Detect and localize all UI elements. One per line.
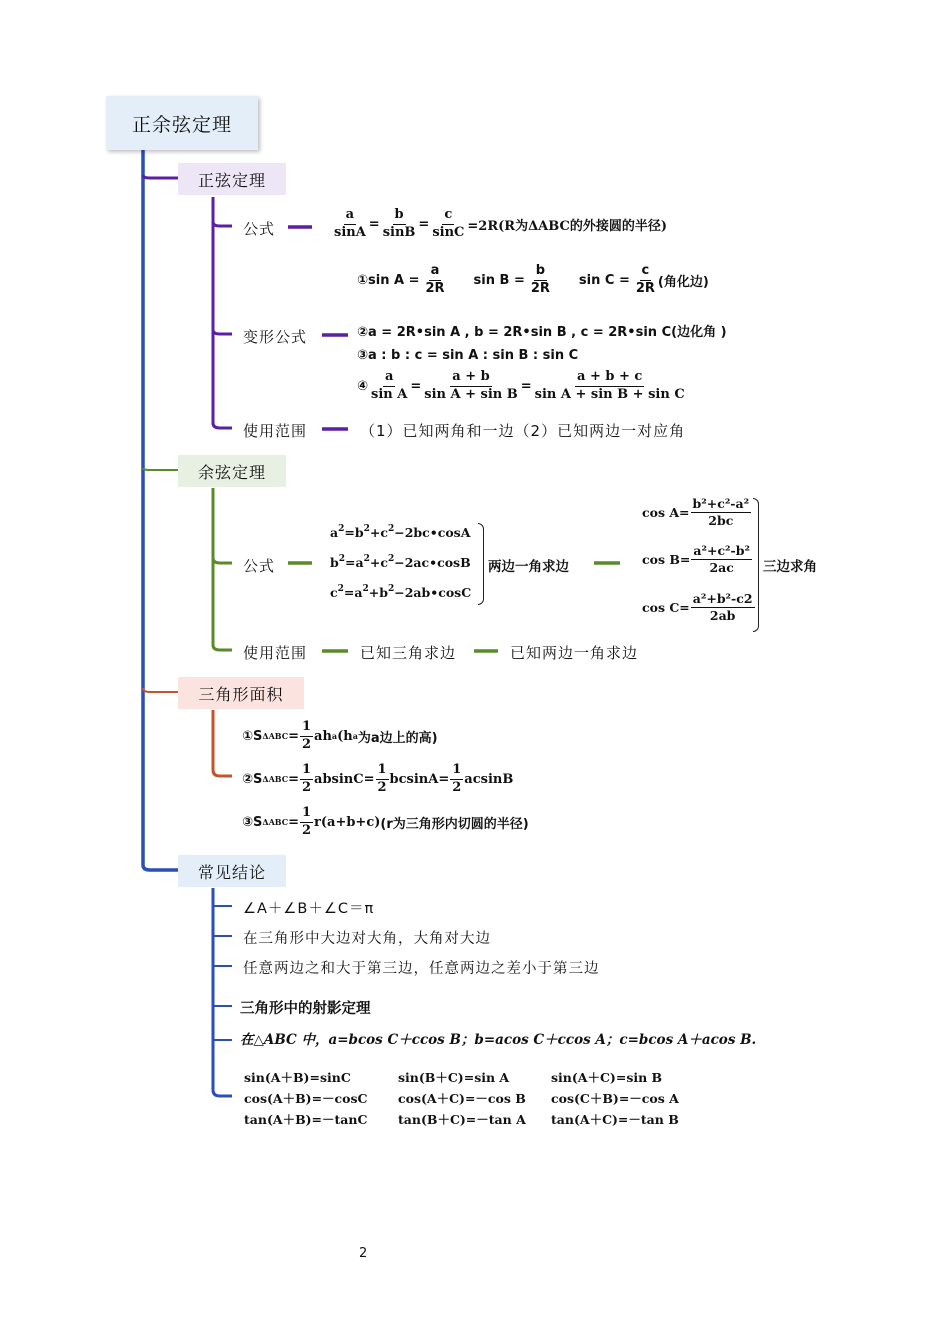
triangle-area-header: 三角形面积 [178, 677, 304, 709]
sine-formula: $\frac{a}{\sin A}$ = $\frac{b}{\sin B}$ = $\frac{c}{\sin C}$ =2R(R为ΔABC的外接圆的半径) [334, 207, 667, 240]
projection-theorem: 在△ABC 中，a=bcos C＋ccos B；b=acos C＋ccos A；c=bcos A＋acos B. [240, 1032, 757, 1048]
identity-0-0: sin(A＋B)=sinC [244, 1070, 351, 1085]
sine-theorem-header: 正弦定理 [178, 163, 286, 195]
cosine-left-note: 两边一角求边 [488, 559, 569, 575]
sine-transform-4: ④ $\frac{a}{\text{sin A}}$ = $\frac{a + b}{\text{sin A + sin B}}$ = $\frac{a + b + c}{\text{sin A + sin B + sin C}}$ [357, 369, 685, 402]
identity-2-2: tan(A＋C)=－tan B [551, 1112, 679, 1127]
cosine-scope-2: 已知两边一角求边 [510, 644, 639, 662]
sine-scope-label: 使用范围 [243, 422, 308, 440]
cosine-right-note: 三边求角 [763, 559, 817, 575]
root-title: 正余弦定理 [106, 96, 258, 150]
area-formula-1: ①S ΔABC = $\frac{1}{2}$ ah a (h a 为a边上的高) [242, 719, 438, 752]
cosine-law-c: $c^2=a^2+b^2-2ab•\cos C$ [330, 584, 472, 600]
cosine-angle-c: cos C= $\frac{\text{a²+b²-c2}}{2ab}$ [642, 591, 753, 624]
cosine-law-b: $b^2=a^2+c^2-2ac•\cos B$ [330, 554, 471, 570]
conclusion-angle-sum: ∠A＋∠B＋∠C＝π [243, 901, 375, 917]
identity-0-1: sin(B＋C)=sin A [398, 1070, 510, 1085]
sine-formula-label: 公式 [243, 220, 276, 238]
page-number: 2 [359, 1246, 368, 1261]
sine-transform-3: ③a : b : c = sin A : sin B : sin C [357, 348, 579, 363]
cosine-left-brace [478, 523, 484, 605]
identity-1-0: cos(A＋B)=－cosC [244, 1091, 368, 1106]
identity-0-2: sin(A＋C)=sin B [551, 1070, 663, 1085]
cosine-right-brace [753, 498, 759, 632]
cosine-scope-label: 使用范围 [243, 644, 308, 662]
cosine-law-a: $a^2=b^2+c^2-2bc•\cos A$ [330, 524, 471, 540]
cosine-angle-b: cos B= $\frac{\text{a²+c²-b²}}{2ac}$ [642, 543, 750, 576]
sine-transform-label: 变形公式 [243, 328, 308, 346]
common-conclusions-header: 常见结论 [178, 855, 286, 887]
projection-title: 三角形中的射影定理 [240, 1001, 371, 1017]
sine-transform-1: ① sin A = $\frac{a}{2R}$ sin B = $\frac{b}{2R}$ sin C = $\frac{c}{2R}$ (角化边) [357, 263, 709, 296]
cosine-scope-1: 已知三角求边 [360, 644, 457, 662]
identity-2-1: tan(B＋C)=－tan A [398, 1112, 526, 1127]
sine-transform-2: ②a = 2R•sin A , b = 2R•sin B , c = 2R•sin C(边化角 ) [357, 325, 727, 340]
area-formula-3: ③S ΔABC = $\frac{1}{2}$ r(a+b+c) (r为三角形内切圆的半径) [242, 805, 529, 838]
sine-scope: （1）已知两角和一边（2）已知两边一对应角 [360, 422, 686, 440]
cosine-formula-label: 公式 [243, 557, 276, 575]
cosine-theorem-header: 余弦定理 [178, 455, 286, 487]
area-formula-2: ②S ΔABC = $\frac{1}{2}$ absinC= $\frac{1}{2}$ bcsinA= $\frac{1}{2}$ acsinB [242, 762, 514, 795]
cosine-angle-a: cos A= $\frac{\text{b²+c²-a²}}{2bc}$ [642, 496, 750, 529]
conclusion-side-angle: 在三角形中大边对大角，大角对大边 [243, 931, 491, 947]
identity-2-0: tan(A＋B)=－tanC [244, 1112, 368, 1127]
conclusion-triangle-inequality: 任意两边之和大于第三边，任意两边之差小于第三边 [243, 961, 600, 977]
identity-1-2: cos(C＋B)=－cos A [551, 1091, 679, 1106]
identity-1-1: cos(A＋C)=－cos B [398, 1091, 526, 1106]
